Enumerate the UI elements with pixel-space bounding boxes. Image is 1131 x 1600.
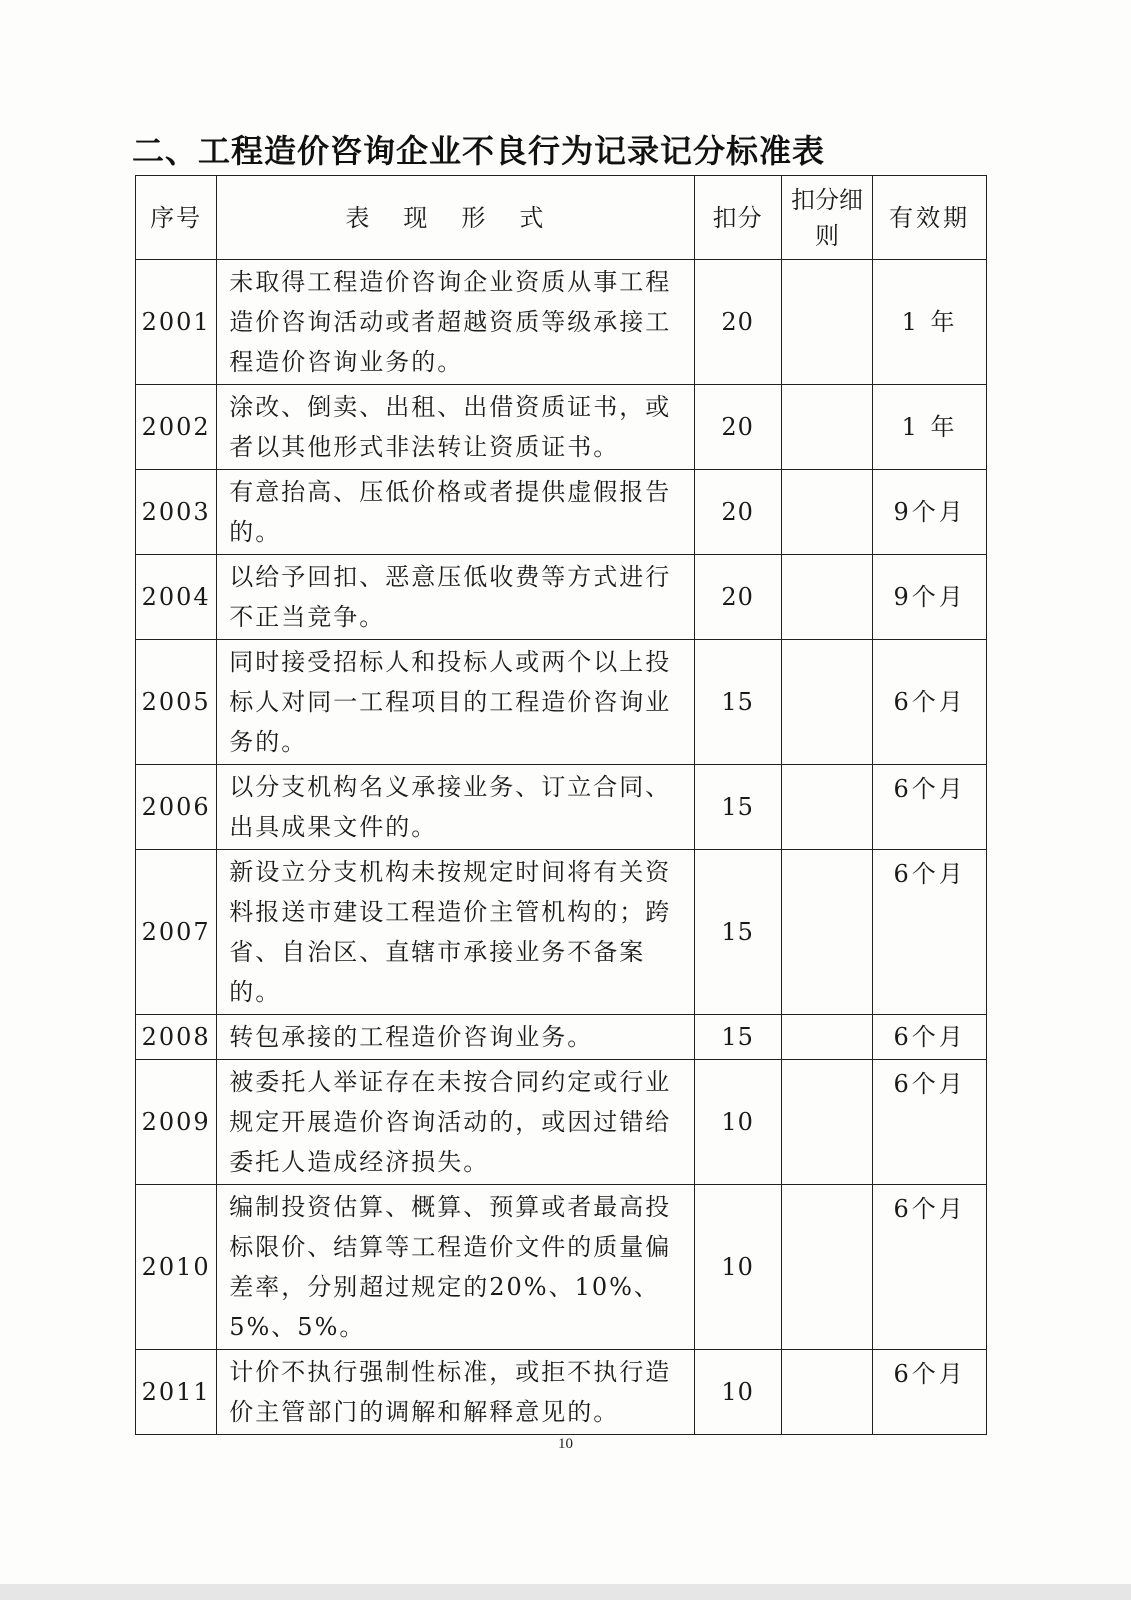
table-row	[136, 385, 987, 470]
row-desc: 转包承接的工程造价咨询业务。	[217, 1015, 694, 1060]
row-valid: 6个月	[873, 765, 987, 850]
row-desc: 以分支机构名义承接业务、订立合同、出具成果文件的。	[217, 765, 694, 850]
header-valid: 有效期	[873, 176, 987, 260]
row-desc: 同时接受招标人和投标人或两个以上投标人对同一工程项目的工程造价咨询业务的。	[217, 640, 694, 765]
row-valid: 1 年	[873, 260, 987, 385]
scoring-standard-table	[135, 175, 987, 1435]
row-score: 10	[694, 1060, 781, 1185]
row-id: 2005	[136, 640, 217, 765]
table-row	[136, 850, 987, 1015]
row-score: 20	[694, 470, 781, 555]
header-desc: 表现形式	[217, 176, 694, 260]
row-id: 2010	[136, 1185, 217, 1350]
row-score: 20	[694, 260, 781, 385]
row-detail	[781, 850, 872, 1015]
row-desc: 有意抬高、压低价格或者提供虚假报告的。	[217, 470, 694, 555]
row-score: 10	[694, 1350, 781, 1435]
row-valid: 9个月	[873, 555, 987, 640]
row-score: 20	[694, 385, 781, 470]
row-detail	[781, 385, 872, 470]
table-row	[136, 1350, 987, 1435]
row-id: 2003	[136, 470, 217, 555]
table-row	[136, 470, 987, 555]
row-desc: 编制投资估算、概算、预算或者最高投标限价、结算等工程造价文件的质量偏差率，分别超过规定的20%、10%、5%、5%。	[217, 1185, 694, 1350]
table-header-row	[136, 176, 987, 260]
table-row	[136, 555, 987, 640]
row-score: 15	[694, 1015, 781, 1060]
row-detail	[781, 640, 872, 765]
row-desc: 以给予回扣、恶意压低收费等方式进行不正当竞争。	[217, 555, 694, 640]
table-row	[136, 1060, 987, 1185]
row-detail	[781, 1060, 872, 1185]
row-desc: 计价不执行强制性标准，或拒不执行造价主管部门的调解和解释意见的。	[217, 1350, 694, 1435]
row-id: 2008	[136, 1015, 217, 1060]
row-id: 2001	[136, 260, 217, 385]
row-valid: 6个月	[873, 640, 987, 765]
table-row	[136, 640, 987, 765]
row-score: 15	[694, 640, 781, 765]
page-number: 10	[558, 1436, 573, 1452]
row-score: 15	[694, 850, 781, 1015]
row-detail	[781, 555, 872, 640]
row-id: 2004	[136, 555, 217, 640]
table-row	[136, 1185, 987, 1350]
row-desc: 未取得工程造价咨询企业资质从事工程造价咨询活动或者超越资质等级承接工程造价咨询业务的。	[217, 260, 694, 385]
row-id: 2009	[136, 1060, 217, 1185]
row-detail	[781, 1015, 872, 1060]
row-valid: 6个月	[873, 1350, 987, 1435]
header-score: 扣分	[694, 176, 781, 260]
row-desc: 被委托人举证存在未按合同约定或行业规定开展造价咨询活动的，或因过错给委托人造成经济损失。	[217, 1060, 694, 1185]
header-id: 序号	[136, 176, 217, 260]
row-valid: 9个月	[873, 470, 987, 555]
row-desc: 涂改、倒卖、出租、出借资质证书，或者以其他形式非法转让资质证书。	[217, 385, 694, 470]
row-valid: 6个月	[873, 1015, 987, 1060]
table-row	[136, 765, 987, 850]
table-row	[136, 1015, 987, 1060]
row-score: 10	[694, 1185, 781, 1350]
table-row	[136, 260, 987, 385]
row-valid: 6个月	[873, 850, 987, 1015]
row-id: 2007	[136, 850, 217, 1015]
row-valid: 6个月	[873, 1060, 987, 1185]
row-detail	[781, 1185, 872, 1350]
row-detail	[781, 470, 872, 555]
scan-edge	[0, 1584, 1131, 1600]
page-title: 二、工程造价咨询企业不良行为记录记分标准表	[132, 132, 826, 170]
row-id: 2002	[136, 385, 217, 470]
row-desc: 新设立分支机构未按规定时间将有关资料报送市建设工程造价主管机构的；跨省、自治区、直辖市承接业务不备案的。	[217, 850, 694, 1015]
header-detail: 扣分细则	[781, 176, 872, 260]
row-id: 2011	[136, 1350, 217, 1435]
row-valid: 6个月	[873, 1185, 987, 1350]
row-id: 2006	[136, 765, 217, 850]
row-score: 15	[694, 765, 781, 850]
row-detail	[781, 1350, 872, 1435]
row-valid: 1 年	[873, 385, 987, 470]
row-detail	[781, 765, 872, 850]
row-detail	[781, 260, 872, 385]
row-score: 20	[694, 555, 781, 640]
